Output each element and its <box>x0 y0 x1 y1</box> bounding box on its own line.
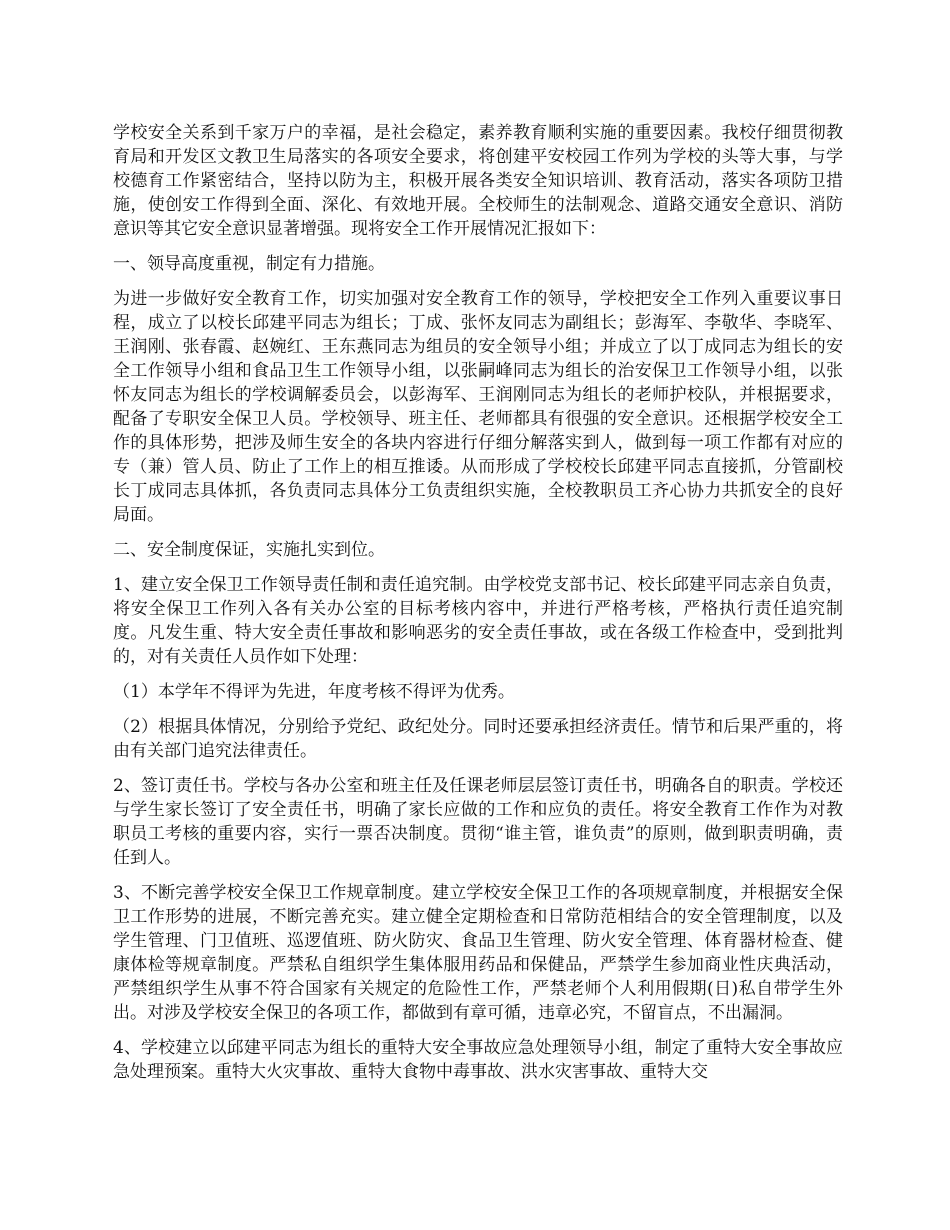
intro-paragraph: 学校安全关系到千家万户的幸福，是社会稳定，素养教育顺利实施的重要因素。我校仔细贯彻教育局和开发区文教卫生局落实的各项安全要求，将创建平安校园工作列为学校的头等大事，与学校德育工作紧密结合，坚持以防为主，积极开展各类安全知识培训、教育活动，落实各项防卫措施，使创安工作得到全面、深化、有效地开展。全校师生的法制观念、道路交通安全意识、消防意识等其它安全意识显著增强。现将安全工作开展情况汇报如下： <box>113 123 843 239</box>
paragraph-emergency-plan: 4、学校建立以邱建平同志为组长的重特大安全事故应急处理领导小组，制定了重特大安全事故应急处理预案。重特大火灾事故、重特大食物中毒事故、洪水灾害事故、重特大交 <box>113 1038 843 1082</box>
section-heading-1: 一、领导高度重视，制定有力措施。 <box>113 254 385 274</box>
paragraph-leadership: 为进一步做好安全教育工作，切实加强对安全教育工作的领导，学校把安全工作列入重要议事日程，成立了以校长邱建平同志为组长；丁成、张怀友同志为副组长；彭海军、李敬华、李晓军、王润刚、张春霞、赵婉红、王东燕同志为组员的安全领导小组；并成立了以丁成同志为组长的安全工作领导小组和食品卫生工作领导小组，以张嗣峰同志为组长的治安保卫工作领导小组，以张怀友同志为组长的学校调解委员会，以彭海军、王润刚同志为组长的老师护校队，并根据要求，配备了专职安全保卫人员。学校领导、班主任、老师都具有很强的安全意识。还根据学校安全工作的具体形势，把涉及师生安全的各块内容进行仔细分解落实到人，做到每一项工作都有对应的专（兼）管人员、防止了工作上的相互推诿。从而形成了学校校长邱建平同志直接抓，分管副校长丁成同志具体抓，各负责同志具体分工负责组织实施，全校教职员工齐心协力共抓安全的良好局面。 <box>113 289 843 525</box>
paragraph-responsibility-system: 1、建立安全保卫工作领导责任制和责任追究制。由学校党支部书记、校长邱建平同志亲自负责，将安全保卫工作列入各有关办公室的目标考核内容中，并进行严格考核，严格执行责任追究制度。凡发生重、特大安全责任事故和影响恶劣的安全责任事故，或在各级工作检查中，受到批判的，对有关责任人员作如下处理： <box>113 575 843 667</box>
list-item-1: （1）本学年不得评为先进，年度考核不得评为优秀。 <box>113 682 515 702</box>
paragraph-responsibility-letter: 2、签订责任书。学校与各办公室和班主任及任课老师层层签订责任书，明确各自的职责。学校还与学生家长签订了安全责任书，明确了家长应做的工作和应负的责任。将安全教育工作作为对教职员工考核的重要内容，实行一票否决制度。贯彻“谁主管，谁负责”的原则，做到职责明确，责任到人。 <box>113 776 843 868</box>
paragraph-regulations: 3、不断完善学校安全保卫工作规章制度。建立学校安全保卫工作的各项规章制度，并根据安全保卫工作形势的进展，不断完善充实。建立健全定期检查和日常防范相结合的安全管理制度，以及学生管理、门卫值班、巡逻值班、防火防灾、食品卫生管理、防火安全管理、体育器材检查、健康体检等规章制度。严禁私自组织学生集体服用药品和保健品，严禁学生参加商业性庆典活动，严禁组织学生从事不符合国家有关规定的危险性工作，严禁老师个人利用假期(日)私自带学生外出。对涉及学校安全保卫的各项工作，都做到有章可循，违章必究，不留盲点，不出漏洞。 <box>113 883 843 1023</box>
list-item-2: （2）根据具体情况，分别给予党纪、政纪处分。同时还要承担经济责任。情节和后果严重的，将由有关部门追究法律责任。 <box>113 717 843 761</box>
section-heading-2: 二、安全制度保证，实施扎实到位。 <box>113 540 385 560</box>
document-body <box>113 121 843 1095</box>
